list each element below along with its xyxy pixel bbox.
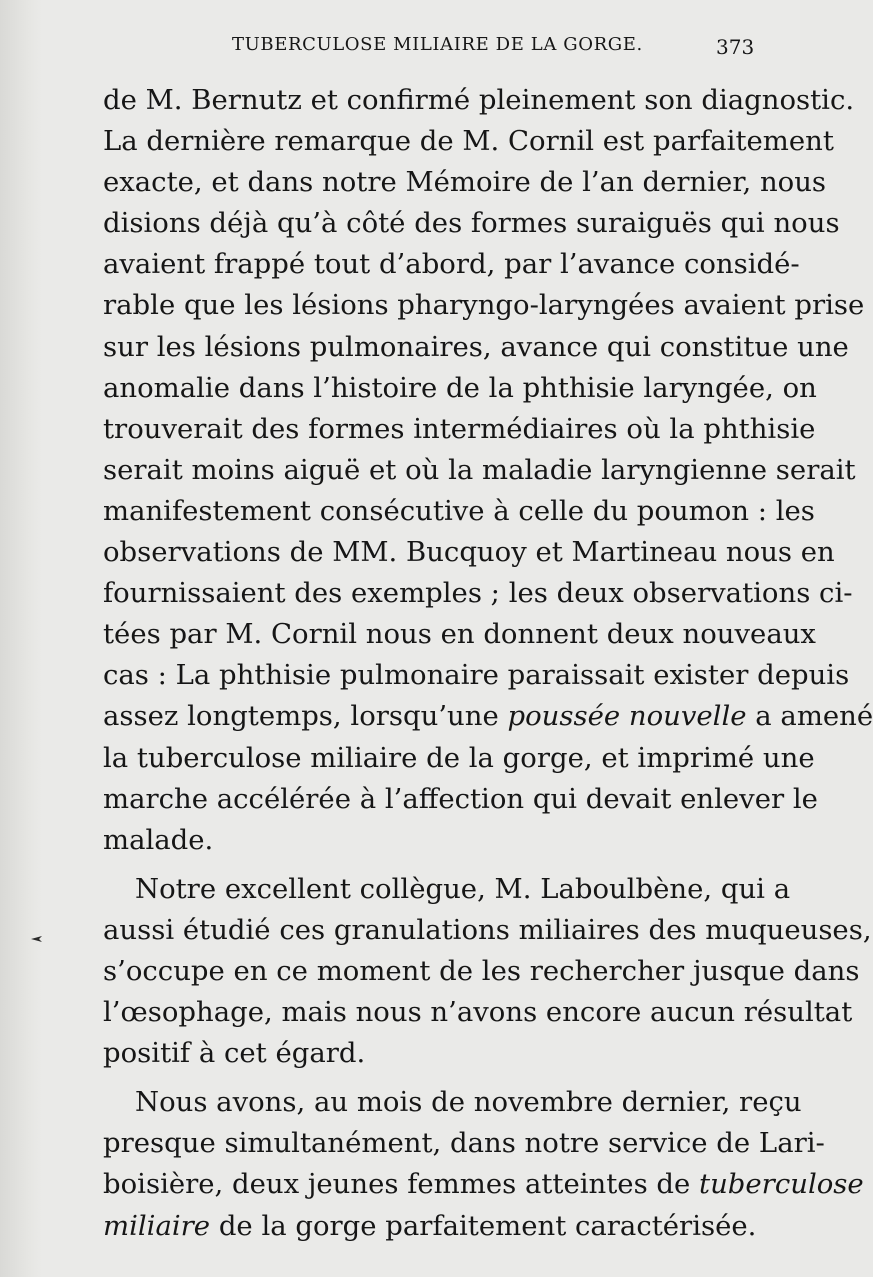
running-title: TUBERCULOSE MILIAIRE DE LA GORGE.: [232, 34, 643, 55]
text-line: observations de MM. Bucquoy et Martineau nous en: [103, 536, 835, 569]
text-line: rable que les lésions pharyngo-laryngées avaient prise: [103, 289, 865, 322]
text-line: trouverait des formes intermédiaires où la phthisie: [103, 412, 816, 445]
body-text: [103, 80, 873, 1247]
text-line: anomalie dans l’histoire de la phthisie laryngée, on: [103, 371, 817, 404]
text-line: exacte, et dans notre Mémoire de l’an dernier, nous: [103, 166, 827, 199]
text-line: l’œsophage, mais nous n’avons encore aucun résultat: [103, 996, 853, 1029]
text-line: disions déjà qu’à côté des formes suraiguës qui nous: [103, 207, 840, 240]
text-line: serait moins aiguë et où la maladie laryngienne serait: [103, 453, 856, 486]
text-line: tées par M. Cornil nous en donnent deux nouveaux: [103, 618, 816, 651]
page-gutter-shadow: [0, 0, 42, 1277]
paragraph-gap: [103, 861, 757, 869]
text-run: de la gorge parfaitement caractérisée.: [210, 1209, 757, 1242]
text-line: la tuberculose miliaire de la gorge, et imprimé une: [103, 741, 815, 774]
text-run: boisière, deux jeunes femmes atteintes de: [103, 1168, 700, 1201]
italic-phrase: poussée nouvelle: [507, 700, 747, 733]
text-line: s’occupe en ce moment de les rechercher jusque dans: [103, 954, 860, 987]
paragraph-gap: [103, 1074, 757, 1082]
text-line: sur les lésions pulmonaires, avance qui constitue une: [103, 330, 849, 363]
text-line: avaient frappé tout d’abord, par l’avance considé-: [103, 248, 800, 281]
text-line: presque simultanément, dans notre service de Lari-: [103, 1127, 825, 1160]
page-header: [0, 34, 800, 64]
italic-phrase: miliaire: [103, 1209, 211, 1242]
text-line-mixed: [103, 696, 873, 737]
page-number: 373: [716, 35, 755, 59]
text-line: Nous avons, au mois de novembre dernier, reçu: [135, 1086, 802, 1119]
text-line: malade.: [103, 823, 214, 856]
text-line-mixed: [103, 1164, 864, 1205]
text-line: manifestement consécutive à celle du poumon : les: [103, 494, 815, 527]
text-line: de M. Bernutz et confirmé pleinement son diagnostic.: [103, 84, 855, 116]
text-line: aussi étudié ces granulations miliaires des muqueuses,: [103, 913, 872, 946]
text-line: La dernière remarque de M. Cornil est parfaitement: [103, 125, 834, 158]
margin-mark-icon: [30, 935, 44, 943]
text-run: assez longtemps, lorsqu’une: [103, 700, 508, 733]
text-line: fournissaient des exemples ; les deux observations ci-: [103, 577, 853, 610]
text-line: marche accélérée à l’affection qui devait enlever le: [103, 782, 818, 815]
italic-phrase: tuberculose: [699, 1168, 864, 1201]
text-run: a amené: [746, 700, 873, 733]
text-line: cas : La phthisie pulmonaire paraissait exister depuis: [103, 659, 850, 692]
text-line: Notre excellent collègue, M. Laboulbène, qui a: [135, 872, 791, 905]
text-line-mixed: [103, 1206, 757, 1247]
text-line: positif à cet égard.: [103, 1037, 366, 1070]
